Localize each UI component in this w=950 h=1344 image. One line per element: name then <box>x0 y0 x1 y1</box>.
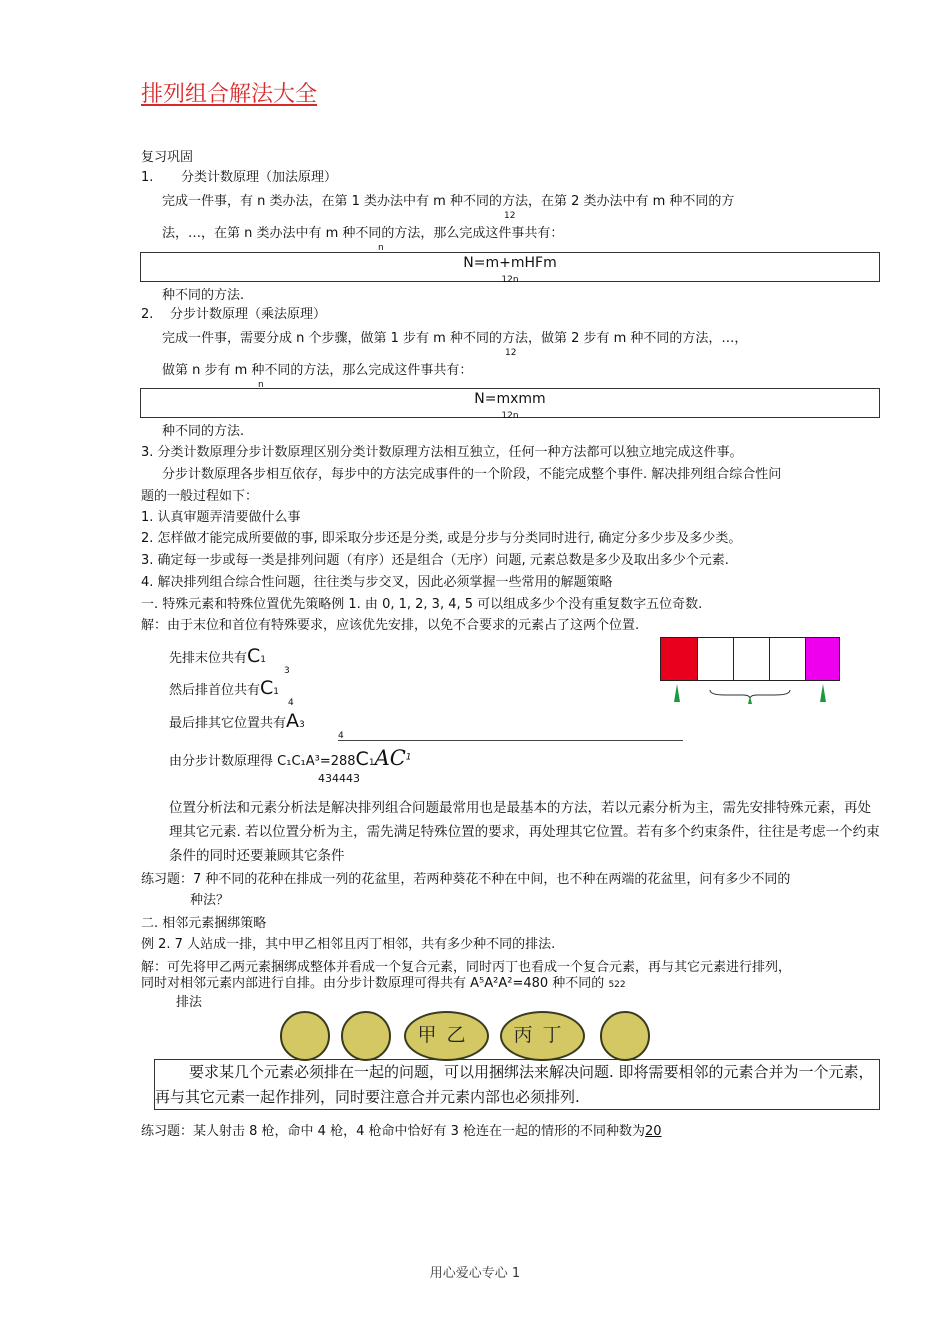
step-last-label: 先排末位共有 <box>169 651 248 666</box>
formula-sum: N=m+mHFm <box>463 255 557 271</box>
total-c-symbol: C <box>355 748 369 770</box>
principle-1-line1: 完成一件事，有 n 类办法，在第 1 类办法中有 m 种不同的方法，在第 2 类办法中有 m 种不同的方 <box>162 194 735 209</box>
step-first-label: 然后排首位共有 <box>169 683 261 698</box>
principle-2-line2: 做第 n 步有 m 种不同的方法，那么完成这件事共有： <box>162 363 473 378</box>
step-first-sub: 1 <box>273 687 280 697</box>
step-3: 3. 确定每一步或每一类是排列问题（有序）还是组合（无序）问题, 元素总数是多少及取出多少个元素. <box>141 553 729 568</box>
total-below: 434443 <box>318 772 360 785</box>
section-1-summary: 位置分析法和元素分析法是解决排列组合问题最常用也是最基本的方法，若以元素分析为主，需先安排特殊元素，再处理其它元素. 若以位置分析为主，需先满足特殊位置的要求，再处理其它位置。若有多个约束条件，往往是考虑一个约束条件的同时还要兼顾其它条件 <box>169 800 880 864</box>
principle-1-sub1: 12 <box>504 211 516 221</box>
exercise-2-text: 练习题：某人射击 8 枪，命中 4 枪，4 枪命中恰好有 3 枪连在一起的情形的不同种数为 <box>141 1124 646 1139</box>
principle-3-line1: 分步计数原理各步相互依存，每步中的方法完成事件的一个阶段，不能完成整个事件. 解决排列组合综合性问 <box>162 467 782 482</box>
oval-bundle-jiayi: 甲乙 <box>404 1011 489 1061</box>
position-cell-4 <box>769 637 806 681</box>
step-rest-above: 4 <box>338 731 344 741</box>
bundling-note: 要求某几个元素必须排在一起的问题，可以用捆绑法来解决问题. 即将需要相邻的元素合并为一个元素，再与其它元素一起作排列，同时要注意合并元素内部也必须排列. <box>155 1063 874 1106</box>
oval-element-5 <box>600 1011 650 1061</box>
formula-product: N=mxmm <box>474 391 546 407</box>
total-expression: C₁C₁A³=288 <box>277 754 356 769</box>
principle-2-sub1: 12 <box>505 348 517 358</box>
step-last-below: 3 <box>284 666 290 676</box>
position-first-cell <box>660 637 698 681</box>
example-2: 例 2. 7 人站成一排，其中甲乙相邻且丙丁相邻，共有多少种不同的排法. <box>141 937 556 952</box>
exercise-1-line2: 种法？ <box>190 893 230 908</box>
arrow-first-icon <box>674 684 680 702</box>
review-heading: 复习巩固 <box>141 150 194 165</box>
total-prefix: 由分步计数原理得 <box>169 754 274 769</box>
section-1-heading: 一. 特殊元素和特殊位置优先策略例 1. 由 0, 1, 2, 3, 4, 5 可以组成多少个没有重复数字五位奇数. <box>141 597 703 612</box>
step-last-position <box>169 645 267 667</box>
solution-2-line3: 排法 <box>176 995 203 1010</box>
exercise-1-line1: 练习题：7 种不同的花种在排成一列的花盆里，若两种葵花不种在中间，也不种在两端的花盆里，问有多少不同的 <box>141 872 791 887</box>
page-footer: 用心爱心专心 1 <box>429 1266 521 1281</box>
step-rest-label: 最后排其它位置共有 <box>169 716 287 731</box>
position-last-cell <box>805 637 840 681</box>
step-first-position <box>169 677 280 699</box>
formula-sum-sub: 12n <box>501 275 519 285</box>
section-2-heading: 二. 相邻元素捆绑策略 <box>141 916 267 931</box>
principle-1-after: 种不同的方法. <box>162 288 245 303</box>
principle-1-line2: 法，…，在第 n 类办法中有 m 种不同的方法，那么完成这件事共有： <box>162 226 564 241</box>
step-last-symbol: C <box>247 645 261 667</box>
bundling-note-box <box>154 1059 880 1110</box>
step-1: 1. 认真审题弄清要做什么事 <box>141 510 301 525</box>
principle-2-line1: 完成一件事，需要分成 n 个步骤，做第 1 步有 m 种不同的方法，做第 2 步有 m 种不同的方法，…， <box>162 331 748 346</box>
solution-2-line2 <box>141 976 626 992</box>
section-1-solution: 解：由于末位和首位有特殊要求，应该优先安排，以免不合要求的元素占了这两个位置. <box>141 618 640 633</box>
arrow-middle-icon <box>748 696 752 704</box>
formula-box-2 <box>140 388 880 421</box>
step-rest-sub: 3 <box>299 720 305 730</box>
step-2: 2. 怎样做才能完成所要做的事, 即采取分步还是分类, 或是分步与分类同时进行, 确定分多少步及多少类。 <box>141 531 742 546</box>
arrow-last-icon <box>820 684 826 702</box>
step-first-symbol: C <box>260 677 274 699</box>
formula-box-1 <box>140 252 880 285</box>
principle-3-line2: 题的一般过程如下： <box>141 489 259 504</box>
principle-1-sub2: n <box>378 243 384 253</box>
principle-1-number: 1. <box>141 170 154 185</box>
solution-2-sub: 522 <box>608 980 626 990</box>
principle-2-after: 种不同的方法. <box>162 424 245 439</box>
position-arrows <box>655 682 845 706</box>
principle-2-heading: 分步计数原理（乘法原理） <box>170 307 327 322</box>
step-first-below: 4 <box>288 698 294 708</box>
divider-line <box>338 740 683 741</box>
step-4: 4. 解决排列组合综合性问题，往往类与步交叉，因此必须掌握一些常用的解题策略 <box>141 575 613 590</box>
oval-element-2 <box>341 1011 391 1061</box>
formula-product-sub: 12n <box>501 411 519 421</box>
solution-2-text: 同时对相邻元素内部进行自排。由分步计数原理可得共有 A⁵A²A²=480 种不同的 <box>141 976 605 991</box>
oval-bundle-bingding: 丙丁 <box>500 1011 585 1061</box>
oval-element-1 <box>280 1011 330 1061</box>
position-cell-3 <box>733 637 770 681</box>
step-rest-position <box>169 710 305 732</box>
position-cell-2 <box>697 637 734 681</box>
principle-2-number: 2. <box>141 307 154 322</box>
solution-2-line1: 解：可先将甲乙两元素捆绑成整体并看成一个复合元素，同时丙丁也看成一个复合元素，再与其它元素进行排列， <box>141 960 792 975</box>
exercise-2-answer: 20 <box>645 1124 662 1139</box>
total-c-sup: 1 <box>368 758 375 768</box>
principle-2-sub2: n <box>258 380 264 390</box>
step-last-sub: 1 <box>260 655 267 665</box>
total-ac-sup: 1 <box>405 752 412 763</box>
principle-1-heading: 分类计数原理（加法原理） <box>181 170 338 185</box>
step-rest-symbol: A <box>286 710 300 732</box>
exercise-2 <box>141 1124 662 1140</box>
page-title: 排列组合解法大全 <box>141 82 318 107</box>
total-ac: AC <box>374 746 406 770</box>
principle-3: 3. 分类计数原理分步计数原理区别分类计数原理方法相互独立，任何一种方法都可以独立地完成这件事。 <box>141 445 743 460</box>
total-count <box>169 746 412 770</box>
